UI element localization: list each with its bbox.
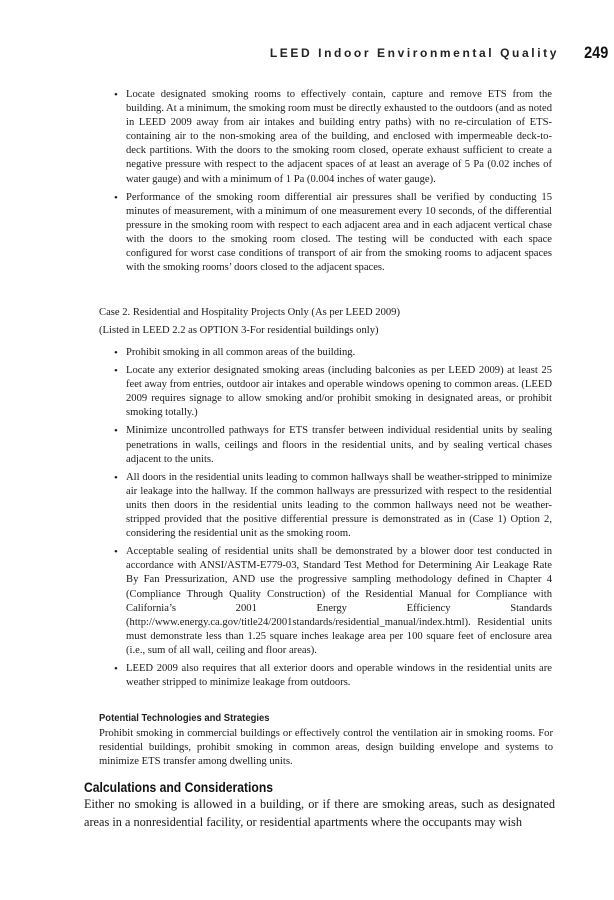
strategies-heading: Potential Technologies and Strategies <box>99 712 270 724</box>
list-item: • LEED 2009 also requires that all exterior doors and operable windows in the residential units are weather stripped to minimize leakage from outdoors. <box>126 662 552 690</box>
page-number: 249 <box>583 43 608 62</box>
list-item: • Minimize uncontrolled pathways for ETS transfer between individual residential units by sealing penetrations in walls, ceilings and floors in the residential units, and by sealing vertical chases adjacent to the units. <box>126 424 552 466</box>
list-item: • Prohibit smoking in all common areas of the building. <box>126 346 552 360</box>
running-title: LEED Indoor Environmental Quality <box>269 46 559 60</box>
list-item: • Performance of the smoking room differential air pressures shall be verified by conducting 15 minutes of measurement, with a minimum of one measurement every 10 seconds, of the differential pressure in the smoking room with respect to each adjacent area and in each adjacent vertical chase with the doors to the smoking room closed. The testing will be conducted with each space configured for worst case conditions of transport of air from the smoking rooms to adjacent spaces with the smoking rooms’ doors closed to the adjacent spaces. <box>126 191 552 276</box>
list-item: • Acceptable sealing of residential units shall be demonstrated by a blower door test conducted in accordance with ANSI/ASTM-E779-03, Standard Test Method for Determining Air Leakage Rate By Fan Pressurization, AND use the progressive sampling methodology defined in Chapter 4 (Compliance Through Quality Construction) of the Residential Manual for Compliance with California’s 2001 Energy Efficiency Standards (http://www.energy.ca.gov/title24/2001standards/residential_manual/index.html). Residential units must demonstrate less than 1.25 square inches leakage area per 100 square feet of enclosure area (i.e., sum of all wall, ceiling and floor areas). <box>126 545 552 658</box>
list-item: • Locate designated smoking rooms to effectively contain, capture and remove ETS from the building. At a minimum, the smoking room must be directly exhausted to the outdoors (and as noted in LEED 2009 away from air intakes and building entry paths) with no re-circulation of ETS-containing air to the non-smoking area of the building, and enclosed with impermeable deck-to-deck partitions. With the doors to the smoking room closed, operate exhaust sufficient to create a negative pressure with respect to the adjacent spaces of at least an average of 5 Pa (0.02 inches of water gauge) and with a minimum of 1 Pa (0.004 inches of water gauge). <box>126 88 552 187</box>
list-item: • All doors in the residential units leading to common hallways shall be weather-stripped to minimize air leakage into the hallway. If the common hallways are pressurized with respect to the residential units then doors in the residential units leading to the common hallways need not be weather-stripped provided that the positive differential pressure is demonstrated as in (Case 1) Option 2, considering the residential unit as the smoking room. <box>126 471 552 541</box>
calculations-heading: Calculations and Considerations <box>84 780 274 795</box>
case2-bullet-list <box>126 346 552 694</box>
running-head <box>0 44 614 66</box>
case2-heading-block <box>99 306 559 342</box>
calculations-body: Either no smoking is allowed in a building, or if there are smoking areas, such as designated areas in a nonresidential facility, or residential apartments where the occupants may wish <box>84 797 555 829</box>
list-item: • Locate any exterior designated smoking areas (including balconies as per LEED 2009) at least 25 feet away from entries, outdoor air intakes and operable windows opening to common areas. (LEED 2009 requires signage to allow smoking and/or prohibit smoking in designated areas, or prohibit smoking totally.) <box>126 364 552 420</box>
case2-note: (Listed in LEED 2.2 as OPTION 3-For residential buildings only) <box>99 325 379 337</box>
strategies-body: Prohibit smoking in commercial buildings or effectively control the ventilation air in smoking rooms. For residential buildings, prohibit smoking in common areas, design building envelope and systems to minimize ETS transfer among dwelling units. <box>99 728 553 768</box>
case2-title: Case 2. Residential and Hospitality Projects Only (As per LEED 2009) <box>99 307 400 318</box>
case1-bullet-list <box>126 88 552 279</box>
